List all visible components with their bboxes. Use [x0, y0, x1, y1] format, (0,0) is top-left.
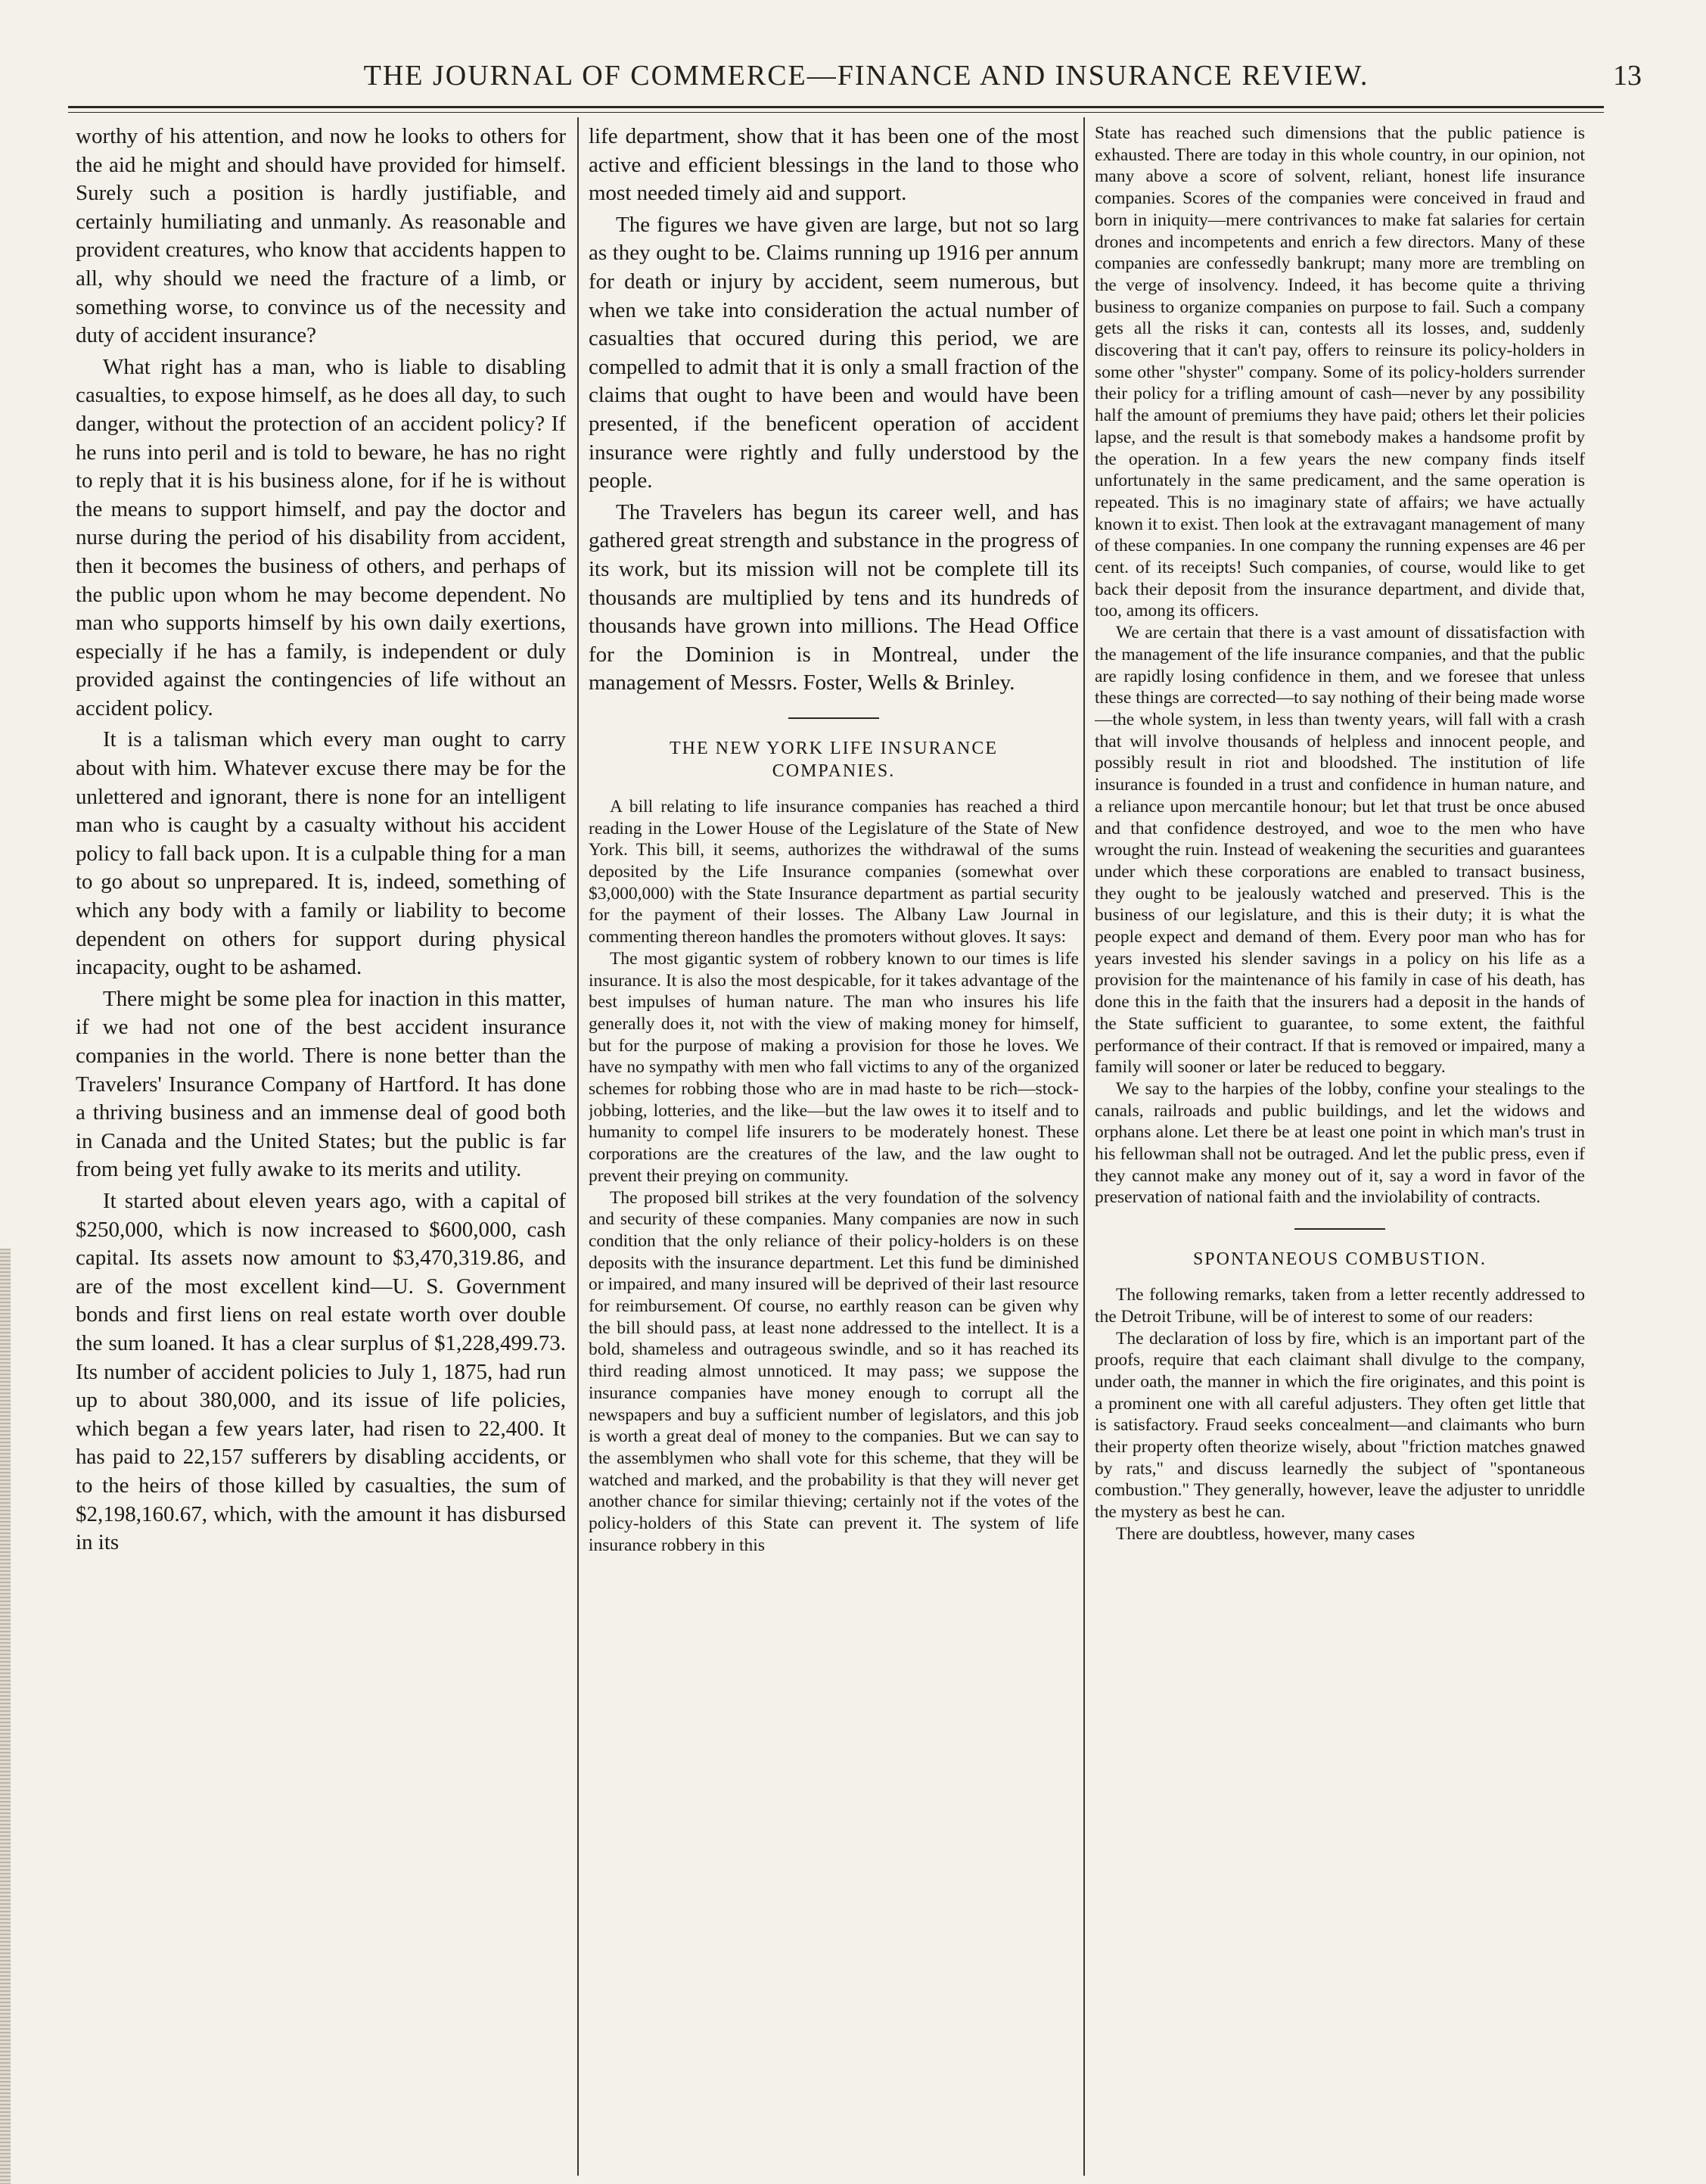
paragraph: What right has a man, who is liable to disabling casualties, to expose himself, as he does all day, to such danger, without the protection of an accident policy? If he runs into peril and is told to beware, he has no right to reply that it is his business alone, for if he is without the means to support himself, and pay the doctor and nurse during the period of his disability from accident, then it becomes the business of others, and perhaps of the public upon whom he may become dependent. No man who supports himself by his own daily exertions, especially if he has a family, is independent or duly provided against the contingencies of life without an accident policy. [76, 354, 566, 720]
page-header [68, 59, 1664, 104]
section-title-spontaneous-combustion: SPONTANEOUS COMBUSTION. [1192, 1249, 1487, 1270]
header-rule [68, 106, 1604, 108]
column-1 [76, 123, 566, 2181]
column-2 [589, 123, 1079, 2181]
section-divider [1294, 1228, 1385, 1230]
quoted-paragraph: The proposed bill strikes at the very foundation of the solvency and security of these companies. Many companies are now in such condition that the only reliance of their policy-holders is on these deposits with the insurance department. Let this fund be diminished or impaired, and many insured will be deprived of their last resource for reimbursement. Of course, no earthly reason can be given why the bill should pass, at least none addressed to the intellect. It is a bold, shameless and outrageous swindle, and so it has reached its third reading almost unnoticed. It may pass; we suppose the insurance companies have money enough to corrupt all the newspapers and buy a sufficient number of legislators, and this job is worth a great deal of money to the companies. But we can say to the assemblymen who shall vote for this scheme, that they will be watched and marked, and the probability is that they will never get another chance for similar thieving; certainly not if the votes of the policy-holders of this State can prevent it. The system of life insurance robbery in this [589, 1187, 1079, 1555]
new-york-life-article [589, 796, 1079, 1557]
header-rule-thin [68, 112, 1604, 113]
paragraph: A bill relating to life insurance companies has reached a third reading in the Lower House of the Legislature of the State of New York. This bill, it seems, authorizes the withdrawal of the sums deposited by the Life Insurance companies (somewhat over $3,000,000) with the State Insurance department as partial security for the payment of their losses. The Albany Law Journal in commenting thereon handles the promoters without gloves. It says: [589, 796, 1079, 947]
paragraph: The following remarks, taken from a letter recently addressed to the Detroit Tribune, will be of interest to some of our readers: [1095, 1285, 1585, 1327]
quoted-paragraph: State has reached such dimensions that the public patience is exhausted. There are today in this whole country, in our opinion, not many above a score of solvent, reliant, honest life insurance companies. Scores of the companies were conceived in fraud and born in iniquity—mere contrivances to make fat salaries for certain drones and incompetents and enrich a few directors. Many of these companies are confessedly bankrupt; many more are trembling on the verge of insolvency. Indeed, it has become quite a thriving business to organize companies on purpose to fail. Such a company gets all the risks it can, contests all its losses, and, suddenly discovering that it can't pay, offers to reinsure its policy-holders in some other "shyster" company. Some of its policy-holders surrender their policy for a trifling amount of cash—never by any possibility half the amount of premiums they have paid; others let their policies lapse, and the result is that somebody makes a handsome profit by the operation. In a few years the new company finds itself unfortunately in the same predicament, and the same operation is repeated. This is no imaginary state of affairs; we have actually known it to exist. Then look at the extravagant management of many of these companies. In one company the running expenses are 46 per cent. of its receipts! Such companies, of course, would like to get back their deposit from the insurance department, and divide that, too, among its officers. [1095, 123, 1585, 621]
page-edge-texture [0, 1249, 11, 2184]
paragraph: It is a talisman which every man ought to carry about with him. Whatever excuse there may be for the unlettered and ignorant, there is none for an intelligent man who is caught by a casualty without his accident policy to fall back upon. It is a culpable thing for a man to go about so unprepared. It is, indeed, something of which any body with a family or liability to become dependent on others for support during physical incapacity, ought to be ashamed. [76, 727, 566, 980]
paragraph: The declaration of loss by fire, which is an important part of the proofs, require that each claimant shall divulge to the company, under oath, the manner in which the fire originates, and this point is a prominent one with all careful adjusters. They often get little that is satisfactory. Fraud seeks concealment—and claimants who burn their property often theorize wisely, about "friction matches gnawed by rats," and discuss learnedly the subject of "spontaneous combustion." They generally, however, leave the adjuster to unriddle the mystery as best he can. [1095, 1328, 1585, 1523]
column-3 [1095, 123, 1585, 2181]
paragraph: worthy of his attention, and now he looks to others for the aid he might and should have provided for himself. Surely such a position is hardly justifiable, and certainly humiliating and unmanly. As reasonable and provident creatures, who know that accidents happen to all, why should we need the fracture of a limb, or something worse, to convince us of the necessity and duty of accident insurance? [76, 124, 566, 348]
column-divider [577, 117, 579, 2176]
paragraph: It started about eleven years ago, with a capital of $250,000, which is now increased to $600,000, cash capital. Its assets now amount to $3,470,319.86, and are of the most excellent kind—U. S. Government bonds and first liens on real estate worth over double the sum loaned. It has a clear surplus of $1,228,499.73. Its number of accident policies to July 1, 1875, had run up to about 380,000, and its issue of life policies, which began a few years later, had risen to 22,400. It has paid to 22,157 sufferers by disabling accidents, or to the heirs of those killed by casualties, the sum of $2,198,160.67, which, with the amount it has disbursed in its [76, 1188, 566, 1555]
paragraph: life department, show that it has been one of the most active and efficient blessings in the land to those who most needed timely aid and support. [589, 124, 1079, 206]
quoted-paragraph: We say to the harpies of the lobby, confine your stealings to the canals, railroads and public buildings, and let the widows and orphans alone. Let there be at least one point in which man's trust in his fellowman shall not be outraged. And let the public press, even if they cannot make any money out of it, say a word in favor of the preservation of national faith and the inviolability of contracts. [1095, 1078, 1585, 1208]
travelers-article-continued [589, 123, 1079, 698]
journal-title: THE JOURNAL OF COMMERCE—FINANCE AND INSURANCE REVIEW. [363, 60, 1369, 92]
paragraph: The figures we have given are large, but not so larg as they ought to be. Claims running up 1916 per annum for death or injury by accident, seem numerous, but when we take into consideration the actual number of casualties that occured during this period, we are compelled to admit that it is only a small fraction of the claims that ought to have been and would have been presented, if the beneficent operation of accident insurance were rightly and fully understood by the people. [589, 212, 1079, 493]
section-title-new-york-life: THE NEW YORK LIFE INSURANCE COMPANIES. [670, 738, 998, 781]
quoted-paragraph: We are certain that there is a vast amount of dissatisfaction with the management of the life insurance companies, and that the public are rapidly losing confidence in them, and we foresee that unless these things are corrected—to say nothing of their being made worse—the whole system, in less than twenty years, will fall with a crash that will involve thousands of helpless and innocent people, and possibly result in riot and bloodshed. The institution of life insurance is founded in a trust and confidence in human nature, and a reliance upon mercantile honour; but let that trust be once abused and that confidence destroyed, and woe to the men who have wrought the ruin. Instead of weakening the securities and guarantees under which these corporations are enabled to transact business, they ought to be jealously watched and preserved. This is the business of our legislature, and this is their duty; it is what the people expect and demand of them. Every poor man who has for years invested his slender savings in a policy on his life as a provision for the maintenance of his family in case of his death, has done this in the faith that the insurers had a deposit in the hands of the State sufficient to guarantee, to some extent, the faithful performance of their contract. If that is removed or impaired, many a family will sooner or later be reduced to beggary. [1095, 623, 1585, 1078]
paragraph: There might be some plea for inaction in this matter, if we had not one of the best accident insurance companies in the world. There is none better than the Travelers' Insurance Company of Hartford. It has done a thriving business and an immense deal of good both in Canada and the United States; but the public is far from being yet fully awake to its merits and utility. [76, 986, 566, 1182]
quoted-paragraph: The most gigantic system of robbery known to our times is life insurance. It is also the most despicable, for it takes advantage of the best impulses of human nature. The man who insures his life generally does it, not with the view of making money for himself, but for the purpose of making a provision for those he loves. We have no sympathy with men who fall victims to any of the organized schemes for robbing those who are in mad haste to be rich—stock-jobbing, lotteries, and the like—but the law owes it to itself and to humanity to compel life insurers to be moderately honest. These corporations are the creatures of the law, and the law ought to prevent their preying on community. [589, 948, 1079, 1186]
paragraph: The Travelers has begun its career well, and has gathered great strength and substance in the progress of its work, but its mission will not be complete till its thousands are multiplied by tens and its hundreds of thousands have grown into millions. The Head Office for the Dominion is in Montreal, under the management of Messrs. Foster, Wells & Brinley. [589, 499, 1079, 695]
page-number: 13 [1613, 60, 1642, 92]
paragraph: There are doubtless, however, many cases [1116, 1523, 1415, 1544]
section-divider [788, 717, 879, 719]
column-divider [1083, 117, 1085, 2176]
